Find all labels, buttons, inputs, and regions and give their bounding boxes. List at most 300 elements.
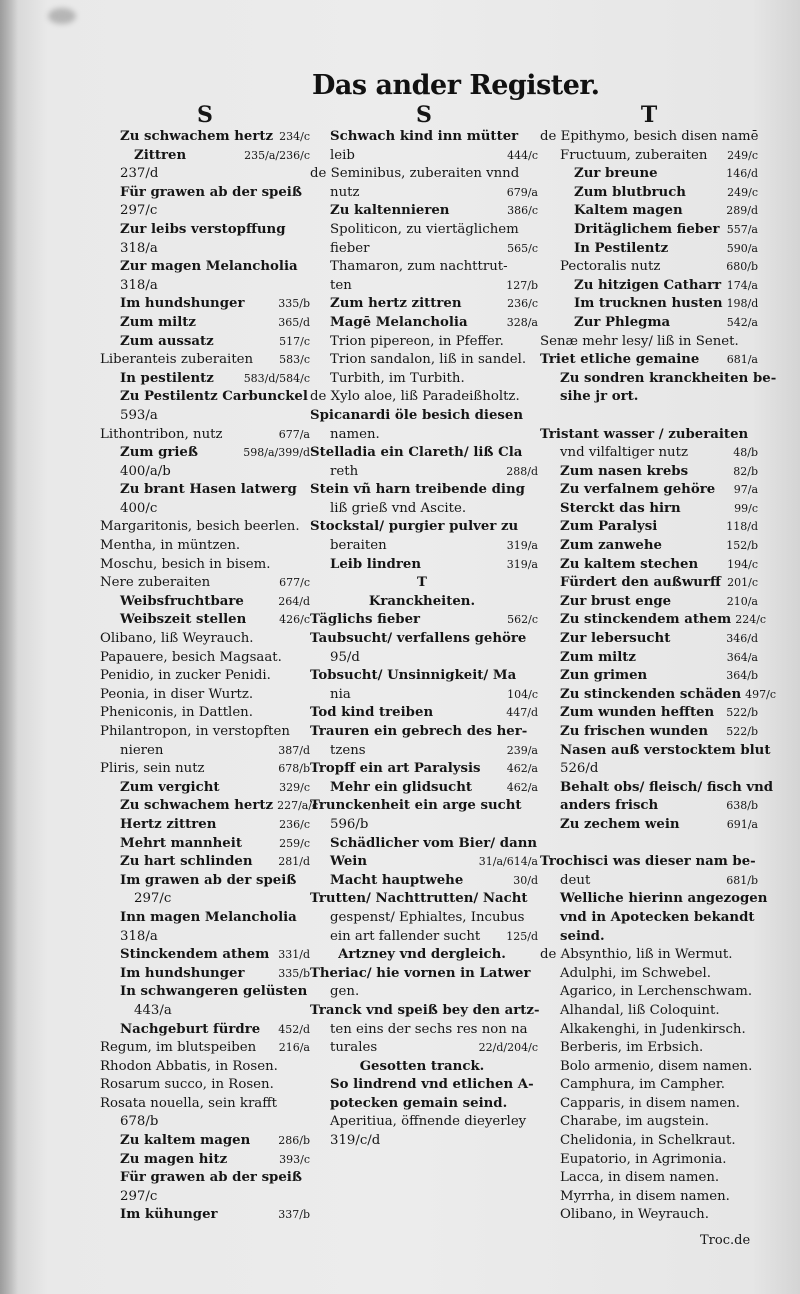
entry-text: liß grieß vnd Ascite. bbox=[330, 500, 467, 516]
index-entry bbox=[310, 816, 538, 835]
entry-page-reference: 127/b bbox=[506, 278, 538, 292]
entry-text: Zu sondren kranckheiten be- bbox=[560, 370, 777, 386]
entry-page-reference: 48/b bbox=[733, 446, 758, 460]
index-entry bbox=[100, 147, 310, 166]
entry-page-reference: 364/b bbox=[726, 669, 758, 683]
entry-text: Trutten/ Nachttrutten/ Nacht bbox=[310, 891, 528, 907]
index-entry bbox=[100, 388, 310, 407]
entry-text: Trion pipereon, in Pfeffer. bbox=[330, 333, 504, 349]
entry-text: Tristant wasser / zuberaiten bbox=[540, 426, 749, 442]
index-entry bbox=[310, 165, 538, 184]
index-entry bbox=[540, 797, 758, 816]
entry-text: Zu stinckendem athem bbox=[560, 612, 732, 628]
index-entry bbox=[100, 686, 310, 705]
entry-text: Camphura, im Campher. bbox=[560, 1077, 725, 1093]
entry-page-reference: 522/b bbox=[726, 725, 758, 738]
entry-text: Kaltem magen bbox=[574, 203, 683, 219]
entry-page-reference: 365/d bbox=[278, 315, 310, 329]
entry-text: Zur lebersucht bbox=[560, 631, 671, 647]
entry-text: Olibano, liß Weyrauch. bbox=[100, 631, 254, 647]
entry-text: Tropff ein art Paralysis bbox=[310, 761, 481, 777]
entry-page-reference: 99/c bbox=[734, 501, 758, 515]
entry-text: 318/a bbox=[120, 277, 158, 293]
entry-text: Turbith, im Turbith. bbox=[330, 370, 465, 386]
entry-page-reference: 562/c bbox=[507, 613, 538, 627]
index-entry bbox=[100, 760, 310, 779]
entry-text: Nasen auß verstocktem blut bbox=[560, 742, 771, 758]
index-entry bbox=[540, 221, 758, 240]
entry-text: leib bbox=[330, 147, 355, 163]
entry-page-reference: 31/a/614/a bbox=[478, 855, 538, 869]
index-entry bbox=[310, 463, 538, 482]
index-entry bbox=[310, 946, 538, 965]
entry-text: Eupatorio, in Agrimonia. bbox=[560, 1151, 727, 1167]
entry-text: sihe jr ort. bbox=[560, 389, 639, 405]
index-entry bbox=[100, 853, 310, 872]
index-entry bbox=[100, 240, 310, 259]
index-entry bbox=[100, 983, 310, 1002]
index-entry bbox=[540, 518, 758, 537]
entry-text: Zum nasen krebs bbox=[560, 463, 689, 479]
index-entry bbox=[540, 537, 758, 556]
entry-text: Trunckenheit ein arge sucht bbox=[310, 798, 522, 814]
entry-text: Stockstal/ purgier pulver zu bbox=[310, 519, 519, 535]
entry-text: Im grawen ab der speiß bbox=[120, 872, 297, 888]
running-title: Das ander Register. bbox=[312, 70, 600, 101]
entry-text: Zu brant Hasen latwerg bbox=[120, 482, 297, 498]
entry-page-reference: 452/d bbox=[278, 1022, 310, 1036]
index-entry bbox=[100, 872, 310, 891]
entry-text: Nachgeburt fürdre bbox=[120, 1021, 261, 1037]
index-entry bbox=[540, 1113, 758, 1132]
index-entry bbox=[100, 797, 319, 816]
index-entry bbox=[310, 574, 538, 593]
entry-text: nia bbox=[330, 686, 351, 702]
entry-text: potecken gemain seind. bbox=[330, 1095, 508, 1111]
index-entry bbox=[310, 760, 538, 779]
index-entry bbox=[100, 1039, 310, 1058]
ink-smudge bbox=[48, 8, 76, 24]
entry-text: Schädlicher vom Bier/ dann bbox=[330, 835, 538, 851]
entry-text: Pliris, sein nutz bbox=[100, 761, 205, 777]
entry-text: Wein bbox=[330, 854, 368, 870]
entry-text: Zu Pestilentz Carbunckel bbox=[120, 389, 308, 405]
index-entry bbox=[100, 667, 310, 686]
entry-text: Artzney vnd dergleich. bbox=[338, 947, 506, 963]
index-entry bbox=[100, 1095, 310, 1114]
entry-text: Magē Melancholia bbox=[330, 314, 468, 330]
entry-text: Tranck vnd speiß bey den artz- bbox=[310, 1002, 540, 1018]
entry-text: Gesotten tranck. bbox=[359, 1058, 485, 1074]
index-entry bbox=[540, 128, 758, 147]
index-entry bbox=[100, 1058, 310, 1077]
entry-text: Sterckt das hirn bbox=[560, 500, 681, 516]
index-column-2 bbox=[310, 102, 538, 1252]
entry-page-reference: 447/d bbox=[506, 706, 538, 720]
index-entry bbox=[540, 1021, 758, 1040]
index-entry bbox=[310, 1039, 538, 1058]
entry-page-reference: 30/d bbox=[513, 873, 538, 887]
entry-text: Thamaron, zum nachttrut- bbox=[330, 259, 508, 275]
entry-text: Theriac/ hie vornen in Latwer bbox=[310, 965, 531, 981]
entry-text: Im kühunger bbox=[120, 1207, 218, 1223]
index-entry bbox=[100, 574, 310, 593]
entry-text: In Pestilentz bbox=[574, 240, 669, 256]
entry-text: Zu kaltennieren bbox=[330, 203, 450, 219]
index-entry bbox=[310, 240, 538, 259]
entry-text: Zu schwachem hertz bbox=[120, 798, 274, 814]
entry-page-reference: 677/c bbox=[279, 576, 310, 590]
entry-page-reference: 224/c bbox=[735, 613, 767, 627]
index-entry bbox=[100, 165, 310, 184]
index-entry bbox=[310, 556, 538, 575]
index-entry bbox=[100, 928, 310, 947]
index-entry bbox=[310, 202, 538, 221]
index-entry bbox=[540, 463, 758, 482]
entry-text: Papauere, besich Magsaat. bbox=[100, 649, 282, 665]
entry-text: 319/c/d bbox=[330, 1133, 381, 1149]
entry-page-reference: 680/b bbox=[726, 260, 758, 274]
entry-text: 596/b bbox=[330, 816, 369, 832]
index-entry bbox=[310, 258, 538, 277]
section-letter: S bbox=[416, 102, 432, 128]
index-entry bbox=[540, 611, 767, 630]
index-entry bbox=[310, 277, 538, 296]
entry-text: de Xylo aloe, liß Paradeißholtz. bbox=[310, 389, 520, 405]
entry-text: 318/a bbox=[120, 928, 158, 944]
entry-page-reference: 249/c bbox=[727, 148, 758, 162]
entry-text: Inn magen Melancholia bbox=[120, 909, 297, 925]
index-entry bbox=[540, 704, 758, 723]
entry-page-reference: 335/b bbox=[278, 966, 310, 980]
index-entry bbox=[310, 649, 538, 668]
entry-text: Zu hart schlinden bbox=[120, 854, 253, 870]
entry-text: Zum wunden hefften bbox=[560, 705, 715, 721]
entry-page-reference: 638/b bbox=[726, 799, 758, 813]
entry-text: Taubsucht/ verfallens gehöre bbox=[310, 631, 527, 647]
entry-page-reference: 288/d bbox=[506, 464, 538, 478]
index-entry bbox=[310, 853, 538, 872]
entry-text: Behalt obs/ fleisch/ fisch vnd bbox=[560, 779, 774, 795]
entry-text: Weibsfruchtbare bbox=[120, 593, 244, 609]
entry-page-reference: 97/a bbox=[733, 483, 758, 497]
index-entry bbox=[100, 630, 310, 649]
entry-page-reference: 125/d bbox=[506, 929, 538, 943]
index-entry bbox=[100, 1206, 310, 1225]
index-entry bbox=[540, 686, 777, 705]
index-entry bbox=[540, 909, 758, 928]
entry-text: gen. bbox=[330, 984, 360, 1000]
entry-text: Weibszeit stellen bbox=[120, 612, 247, 628]
entry-page-reference: 319/a bbox=[506, 557, 538, 571]
entry-text: Trion sandalon, liß in sandel. bbox=[330, 352, 527, 368]
index-entry bbox=[100, 742, 310, 761]
entry-text: Tod kind treiben bbox=[310, 705, 434, 721]
index-entry bbox=[100, 556, 310, 575]
entry-text: Fürdert den außwurff bbox=[560, 575, 721, 591]
index-entry bbox=[100, 723, 310, 742]
index-entry bbox=[310, 965, 538, 984]
entry-page-reference: 387/d bbox=[278, 743, 310, 757]
index-entry bbox=[100, 909, 310, 928]
entry-text: Zum grieß bbox=[120, 445, 198, 461]
entry-text: Zum zanwehe bbox=[560, 538, 662, 554]
entry-text: nutz bbox=[330, 184, 360, 200]
index-entry bbox=[310, 686, 538, 705]
entry-text: Zu kaltem stechen bbox=[560, 556, 699, 572]
entry-text: Berberis, im Erbsich. bbox=[560, 1040, 704, 1056]
entry-page-reference: 565/c bbox=[507, 241, 538, 255]
entry-text: Im trucknen husten bbox=[574, 296, 723, 312]
index-entry bbox=[540, 779, 774, 798]
entry-text: Zum miltz bbox=[560, 649, 636, 665]
entry-page-reference: 386/c bbox=[507, 204, 538, 218]
entry-text: Zur leibs verstopffung bbox=[120, 221, 286, 237]
entry-text: Philantropon, in verstopften bbox=[100, 724, 290, 739]
entry-text: Aperitiua, öffnende dieyerley bbox=[330, 1114, 527, 1130]
entry-text: Rosarum succo, in Rosen. bbox=[100, 1077, 274, 1093]
index-entry bbox=[100, 1021, 310, 1040]
index-entry bbox=[310, 1095, 538, 1114]
index-entry bbox=[100, 463, 310, 482]
index-entry bbox=[310, 797, 538, 816]
entry-page-reference: 462/a bbox=[506, 762, 538, 776]
entry-text: Zum vergicht bbox=[120, 779, 220, 795]
entry-page-reference: 227/a/c bbox=[277, 799, 319, 813]
entry-page-reference: 590/a bbox=[726, 241, 758, 255]
index-entry bbox=[540, 593, 758, 612]
entry-text: Senæ mehr lesy/ liß in Senet. bbox=[540, 333, 739, 349]
entry-page-reference: 522/b bbox=[726, 706, 758, 720]
index-entry bbox=[310, 351, 538, 370]
index-entry bbox=[100, 1188, 310, 1207]
index-entry bbox=[100, 1002, 310, 1021]
entry-page-reference: 681/b bbox=[726, 873, 758, 887]
entry-text: Olibano, in Weyrauch. bbox=[560, 1207, 709, 1223]
entry-text: Zu zechem wein bbox=[560, 816, 680, 832]
index-entry bbox=[310, 835, 538, 854]
entry-text: Zu frischen wunden bbox=[560, 724, 708, 739]
index-entry bbox=[100, 537, 310, 556]
entry-page-reference: 691/a bbox=[726, 817, 758, 831]
entry-text: Macht hauptwehe bbox=[330, 872, 464, 888]
entry-page-reference: 328/a bbox=[506, 315, 538, 329]
entry-text: Zun grimen bbox=[560, 668, 648, 684]
entry-page-reference: 264/d bbox=[278, 594, 310, 608]
index-entry bbox=[540, 574, 758, 593]
index-entry bbox=[540, 407, 758, 426]
entry-page-reference: 118/d bbox=[726, 520, 758, 534]
index-entry bbox=[310, 388, 538, 407]
index-entry bbox=[310, 1076, 538, 1095]
entry-text: In schwangeren gelüsten bbox=[120, 984, 308, 1000]
entry-page-reference: 337/b bbox=[278, 1208, 310, 1222]
index-entry bbox=[310, 184, 538, 203]
entry-text: ten eins der sechs res non na bbox=[330, 1021, 528, 1037]
index-entry bbox=[540, 872, 758, 891]
entry-text: 297/c bbox=[120, 1188, 158, 1204]
entry-page-reference: 678/b bbox=[278, 762, 310, 776]
index-entry bbox=[540, 314, 758, 333]
entry-text: Täglichs fieber bbox=[310, 612, 421, 628]
index-entry bbox=[100, 333, 310, 352]
index-entry bbox=[540, 667, 758, 686]
catchword: Troc.de bbox=[700, 1233, 751, 1248]
index-entry bbox=[100, 1169, 310, 1188]
entry-page-reference: 146/d bbox=[726, 167, 758, 181]
index-entry bbox=[100, 444, 310, 463]
entry-text: Adulphi, im Schwebel. bbox=[560, 965, 712, 981]
entry-text: Für grawen ab der speiß bbox=[120, 184, 302, 200]
index-column-1 bbox=[100, 102, 319, 1252]
entry-text: Moschu, besich in bisem. bbox=[100, 556, 271, 572]
entry-page-reference: 364/a bbox=[726, 650, 758, 664]
entry-text: beraiten bbox=[330, 538, 387, 554]
entry-text: Zu stinckenden schäden bbox=[560, 686, 742, 702]
index-entry bbox=[310, 314, 538, 333]
index-entry bbox=[540, 649, 758, 668]
index-entry bbox=[540, 202, 758, 221]
index-entry bbox=[310, 370, 538, 389]
index-entry bbox=[540, 258, 758, 277]
entry-text: Zum miltz bbox=[120, 314, 196, 330]
entry-text: Spoliticon, zu viertäglichem bbox=[330, 221, 519, 237]
entry-text: 400/a/b bbox=[120, 463, 171, 479]
entry-page-reference: 329/c bbox=[279, 780, 310, 794]
entry-text: Capparis, in disem namen. bbox=[560, 1095, 741, 1111]
index-entry bbox=[540, 983, 758, 1002]
entry-page-reference: 677/a bbox=[278, 427, 310, 441]
entry-text: Zu schwachem hertz bbox=[120, 129, 274, 144]
index-entry bbox=[100, 1076, 310, 1095]
index-entry bbox=[100, 593, 310, 612]
entry-text: Kranckheiten. bbox=[368, 593, 476, 609]
index-entry bbox=[540, 240, 758, 259]
entry-text: Alkakenghi, in Judenkirsch. bbox=[560, 1021, 746, 1037]
index-entry bbox=[310, 1021, 538, 1040]
index-entry bbox=[310, 444, 538, 463]
entry-page-reference: 82/b bbox=[733, 464, 758, 478]
index-entry bbox=[100, 295, 310, 314]
entry-text: 678/b bbox=[120, 1114, 159, 1130]
index-entry bbox=[310, 500, 538, 519]
entry-text: 443/a bbox=[134, 1002, 172, 1018]
entry-page-reference: 557/a bbox=[726, 222, 758, 236]
entry-text: tzens bbox=[330, 742, 366, 758]
entry-text: Zur magen Melancholia bbox=[120, 259, 298, 275]
entry-page-reference: 194/c bbox=[727, 557, 758, 571]
index-entry bbox=[540, 1076, 758, 1095]
index-entry bbox=[540, 1151, 758, 1170]
index-entry bbox=[540, 1206, 758, 1225]
entry-text: Tobsucht/ Unsinnigkeit/ Ma bbox=[310, 668, 517, 684]
index-entry bbox=[100, 500, 310, 519]
entry-text: 95/d bbox=[330, 649, 360, 665]
entry-text: Spicanardi öle besich diesen bbox=[310, 407, 524, 423]
entry-text: Mehr ein glidsucht bbox=[330, 779, 473, 795]
index-entry bbox=[310, 593, 538, 612]
entry-page-reference: 259/c bbox=[279, 836, 310, 850]
entry-text: 400/c bbox=[120, 500, 158, 516]
index-entry bbox=[310, 779, 538, 798]
index-entry bbox=[100, 277, 310, 296]
index-entry bbox=[310, 333, 538, 352]
entry-text: Im hundshunger bbox=[120, 296, 245, 312]
index-entry bbox=[540, 481, 758, 500]
entry-text: Charabe, im augstein. bbox=[560, 1114, 709, 1130]
entry-text: Rosata nouella, sein krafft bbox=[100, 1095, 278, 1111]
section-letter: S bbox=[197, 102, 213, 128]
entry-page-reference: 104/c bbox=[507, 687, 538, 701]
entry-page-reference: 444/c bbox=[507, 148, 538, 162]
index-entry bbox=[100, 649, 310, 668]
index-entry bbox=[540, 444, 758, 463]
entry-text: 297/c bbox=[134, 891, 172, 907]
entry-text: vnd vilfaltiger nutz bbox=[560, 445, 688, 461]
entry-page-reference: 234/c bbox=[279, 130, 310, 143]
index-entry bbox=[310, 704, 538, 723]
index-entry bbox=[540, 295, 758, 314]
index-entry bbox=[540, 630, 758, 649]
entry-text: Nere zuberaiten bbox=[100, 575, 211, 591]
index-entry bbox=[310, 1002, 538, 1021]
index-entry bbox=[540, 1132, 758, 1151]
entry-page-reference: 236/c bbox=[279, 817, 310, 831]
entry-page-reference: 598/a/399/d bbox=[243, 446, 310, 460]
entry-text: reth bbox=[330, 463, 359, 479]
index-entry bbox=[100, 258, 310, 277]
index-entry bbox=[540, 1169, 758, 1188]
entry-text: Zum hertz zittren bbox=[330, 296, 462, 312]
index-entry bbox=[100, 890, 310, 909]
entry-text: ein art fallender sucht bbox=[330, 928, 481, 944]
entry-text: Für grawen ab der speiß bbox=[120, 1170, 302, 1186]
index-entry bbox=[100, 816, 310, 835]
entry-text: T bbox=[417, 575, 427, 591]
entry-page-reference: 239/a bbox=[506, 743, 538, 757]
entry-page-reference: 174/a bbox=[726, 278, 758, 292]
index-entry bbox=[310, 128, 538, 147]
index-entry bbox=[100, 314, 310, 333]
index-entry bbox=[540, 853, 758, 872]
index-entry bbox=[100, 128, 310, 147]
index-entry bbox=[310, 481, 538, 500]
entry-text: Schwach kind inn mütter bbox=[330, 129, 519, 144]
index-entry bbox=[100, 481, 310, 500]
entry-page-reference: 542/a bbox=[726, 315, 758, 329]
entry-text: Fructuum, zuberaiten bbox=[560, 147, 708, 163]
entry-text: turales bbox=[330, 1040, 378, 1056]
entry-text: Zur breune bbox=[574, 166, 658, 182]
index-entry bbox=[540, 1188, 758, 1207]
entry-text: Trochisci was dieser nam be- bbox=[540, 854, 756, 870]
entry-text: Alhandal, liß Coloquint. bbox=[560, 1002, 720, 1018]
index-entry bbox=[100, 611, 310, 630]
index-entry bbox=[540, 835, 758, 854]
index-entry bbox=[100, 221, 310, 240]
entry-text: Zu magen hitz bbox=[120, 1151, 228, 1167]
index-entry bbox=[310, 723, 538, 742]
index-entry bbox=[540, 165, 758, 184]
entry-text: namen. bbox=[330, 426, 380, 442]
index-entry bbox=[540, 742, 771, 761]
index-entry bbox=[100, 779, 310, 798]
entry-page-reference: 249/c bbox=[727, 185, 758, 199]
entry-text: Im hundshunger bbox=[120, 965, 245, 981]
entry-text: Hertz zittren bbox=[120, 816, 217, 832]
entry-text: seind. bbox=[560, 928, 605, 944]
index-entry bbox=[310, 667, 538, 686]
